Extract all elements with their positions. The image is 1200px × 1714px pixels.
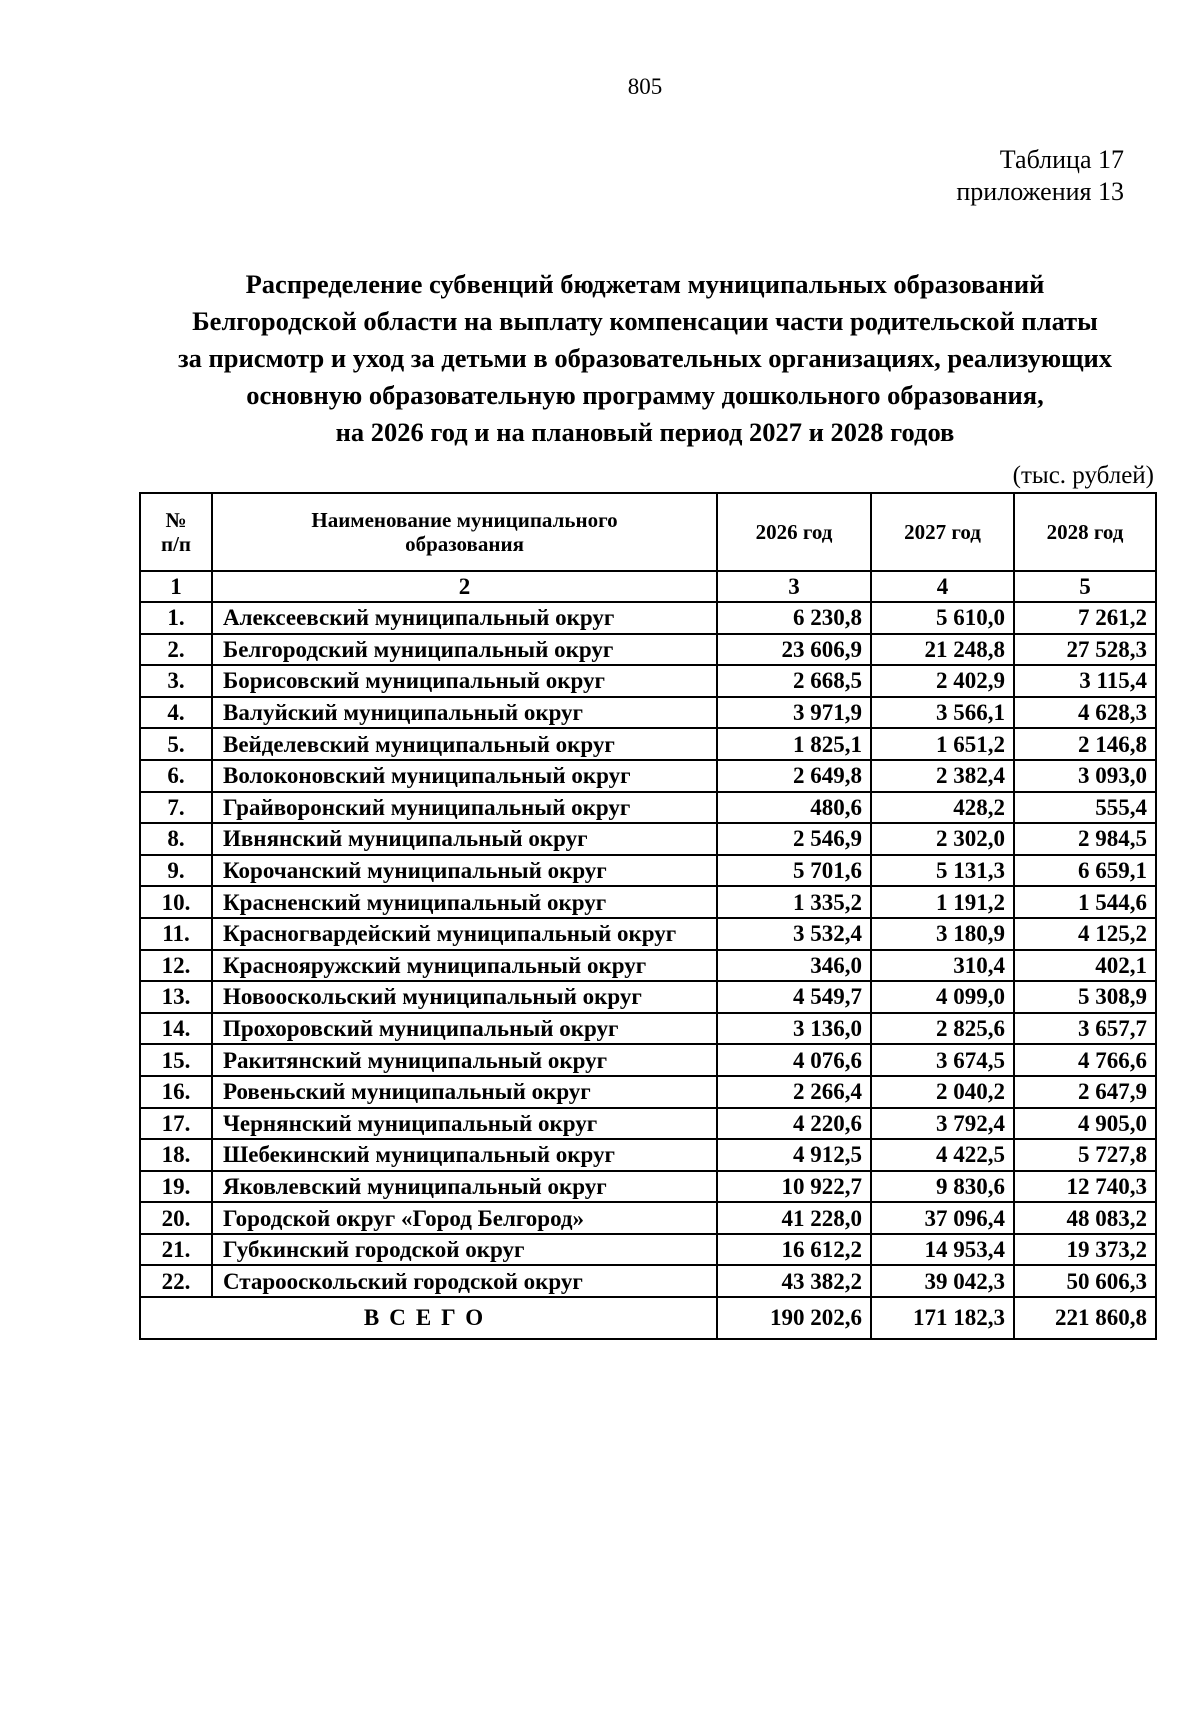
municipality-name: Краснояружский муниципальный округ bbox=[212, 950, 717, 982]
header-number-line2: п/п bbox=[160, 532, 192, 556]
header-name bbox=[212, 493, 717, 571]
title-line1: Распределение субвенций бюджетам муниципальных образований bbox=[245, 269, 1045, 299]
title-line2: Белгородской области на выплату компенсации части родительской платы bbox=[192, 306, 1098, 336]
value-2027: 428,2 bbox=[871, 792, 1014, 824]
municipality-name: Новооскольский муниципальный округ bbox=[212, 981, 717, 1013]
value-2026: 6 230,8 bbox=[717, 602, 871, 634]
value-2027: 3 674,5 bbox=[871, 1044, 1014, 1076]
value-2028: 1 544,6 bbox=[1014, 886, 1156, 918]
value-2026: 346,0 bbox=[717, 950, 871, 982]
value-2026: 4 220,6 bbox=[717, 1108, 871, 1140]
value-2027: 21 248,8 bbox=[871, 634, 1014, 666]
header-2027: 2027 год bbox=[871, 493, 1014, 571]
row-number: 16. bbox=[140, 1076, 212, 1108]
total-2026: 190 202,6 bbox=[717, 1297, 871, 1339]
value-2028: 5 727,8 bbox=[1014, 1139, 1156, 1171]
value-2026: 41 228,0 bbox=[717, 1202, 871, 1234]
row-number: 3. bbox=[140, 665, 212, 697]
municipality-name: Ракитянский муниципальный округ bbox=[212, 1044, 717, 1076]
value-2028: 2 146,8 bbox=[1014, 728, 1156, 760]
title-line4: основную образовательную программу дошкольного образования, bbox=[246, 380, 1044, 410]
value-2028: 6 659,1 bbox=[1014, 855, 1156, 887]
row-number: 4. bbox=[140, 697, 212, 729]
municipality-name: Красненский муниципальный округ bbox=[212, 886, 717, 918]
table-row bbox=[140, 665, 1156, 697]
value-2027: 5 131,3 bbox=[871, 855, 1014, 887]
table-row bbox=[140, 981, 1156, 1013]
municipality-name: Грайворонский муниципальный округ bbox=[212, 792, 717, 824]
value-2027: 3 180,9 bbox=[871, 918, 1014, 950]
value-2027: 1 651,2 bbox=[871, 728, 1014, 760]
value-2028: 3 093,0 bbox=[1014, 760, 1156, 792]
total-row bbox=[140, 1297, 1156, 1339]
row-number: 14. bbox=[140, 1013, 212, 1045]
value-2027: 2 825,6 bbox=[871, 1013, 1014, 1045]
value-2028: 48 083,2 bbox=[1014, 1202, 1156, 1234]
value-2026: 1 335,2 bbox=[717, 886, 871, 918]
row-number: 15. bbox=[140, 1044, 212, 1076]
municipality-name: Ивнянский муниципальный округ bbox=[212, 823, 717, 855]
total-2027: 171 182,3 bbox=[871, 1297, 1014, 1339]
row-number: 11. bbox=[140, 918, 212, 950]
value-2026: 43 382,2 bbox=[717, 1265, 871, 1297]
value-2026: 23 606,9 bbox=[717, 634, 871, 666]
table-reference bbox=[956, 144, 1124, 208]
value-2027: 2 040,2 bbox=[871, 1076, 1014, 1108]
value-2028: 4 905,0 bbox=[1014, 1108, 1156, 1140]
table-row bbox=[140, 792, 1156, 824]
value-2026: 4 076,6 bbox=[717, 1044, 871, 1076]
table-row bbox=[140, 823, 1156, 855]
value-2028: 4 766,6 bbox=[1014, 1044, 1156, 1076]
column-number: 1 bbox=[140, 571, 212, 602]
title-line3: за присмотр и уход за детьми в образовательных организациях, реализующих bbox=[178, 343, 1112, 373]
value-2026: 3 532,4 bbox=[717, 918, 871, 950]
municipality-name: Шебекинский муниципальный округ bbox=[212, 1139, 717, 1171]
column-number: 2 bbox=[212, 571, 717, 602]
header-name-line1: Наименование муниципального bbox=[311, 508, 618, 532]
row-number: 1. bbox=[140, 602, 212, 634]
header-name-line2: образования bbox=[405, 532, 524, 556]
value-2028: 3 657,7 bbox=[1014, 1013, 1156, 1045]
value-2026: 16 612,2 bbox=[717, 1234, 871, 1266]
value-2028: 12 740,3 bbox=[1014, 1171, 1156, 1203]
header-number bbox=[140, 493, 212, 571]
value-2028: 7 261,2 bbox=[1014, 602, 1156, 634]
value-2028: 2 647,9 bbox=[1014, 1076, 1156, 1108]
table-row bbox=[140, 855, 1156, 887]
value-2026: 4 912,5 bbox=[717, 1139, 871, 1171]
table-row bbox=[140, 1076, 1156, 1108]
row-number: 21. bbox=[140, 1234, 212, 1266]
table-row bbox=[140, 1265, 1156, 1297]
distribution-table-wrapper bbox=[139, 492, 1155, 1340]
municipality-name: Борисовский муниципальный округ bbox=[212, 665, 717, 697]
table-header-row bbox=[140, 493, 1156, 571]
table-body bbox=[140, 602, 1156, 1297]
total-label: ВСЕГО bbox=[140, 1297, 717, 1339]
row-number: 20. bbox=[140, 1202, 212, 1234]
value-2028: 4 628,3 bbox=[1014, 697, 1156, 729]
value-2026: 2 668,5 bbox=[717, 665, 871, 697]
municipality-name: Волоконовский муниципальный округ bbox=[212, 760, 717, 792]
value-2026: 10 922,7 bbox=[717, 1171, 871, 1203]
table-row bbox=[140, 950, 1156, 982]
table-row bbox=[140, 697, 1156, 729]
row-number: 12. bbox=[140, 950, 212, 982]
row-number: 19. bbox=[140, 1171, 212, 1203]
municipality-name: Яковлевский муниципальный округ bbox=[212, 1171, 717, 1203]
value-2027: 4 422,5 bbox=[871, 1139, 1014, 1171]
column-number: 5 bbox=[1014, 571, 1156, 602]
title-line5: на 2026 год и на плановый период 2027 и 2028 годов bbox=[335, 417, 955, 447]
value-2027: 2 402,9 bbox=[871, 665, 1014, 697]
document-title bbox=[100, 266, 1190, 451]
value-2027: 3 792,4 bbox=[871, 1108, 1014, 1140]
table-reference-line1: Таблица 17 bbox=[999, 145, 1124, 174]
value-2028: 4 125,2 bbox=[1014, 918, 1156, 950]
header-number-line1: № bbox=[165, 508, 187, 532]
municipality-name: Городской округ «Город Белгород» bbox=[212, 1202, 717, 1234]
municipality-name: Прохоровский муниципальный округ bbox=[212, 1013, 717, 1045]
value-2028: 3 115,4 bbox=[1014, 665, 1156, 697]
value-2028: 27 528,3 bbox=[1014, 634, 1156, 666]
table-row bbox=[140, 1234, 1156, 1266]
header-2026: 2026 год bbox=[717, 493, 871, 571]
value-2026: 480,6 bbox=[717, 792, 871, 824]
row-number: 10. bbox=[140, 886, 212, 918]
value-2027: 310,4 bbox=[871, 950, 1014, 982]
municipality-name: Вейделевский муниципальный округ bbox=[212, 728, 717, 760]
municipality-name: Белгородский муниципальный округ bbox=[212, 634, 717, 666]
row-number: 9. bbox=[140, 855, 212, 887]
row-number: 2. bbox=[140, 634, 212, 666]
row-number: 5. bbox=[140, 728, 212, 760]
total-2028: 221 860,8 bbox=[1014, 1297, 1156, 1339]
table-row bbox=[140, 634, 1156, 666]
value-2027: 37 096,4 bbox=[871, 1202, 1014, 1234]
row-number: 18. bbox=[140, 1139, 212, 1171]
value-2027: 1 191,2 bbox=[871, 886, 1014, 918]
value-2028: 402,1 bbox=[1014, 950, 1156, 982]
table-row bbox=[140, 918, 1156, 950]
column-number-row bbox=[140, 571, 1156, 602]
table-row bbox=[140, 886, 1156, 918]
units-label: (тыс. рублей) bbox=[1012, 462, 1154, 489]
table-row bbox=[140, 1013, 1156, 1045]
municipality-name: Валуйский муниципальный округ bbox=[212, 697, 717, 729]
value-2028: 5 308,9 bbox=[1014, 981, 1156, 1013]
value-2026: 3 136,0 bbox=[717, 1013, 871, 1045]
value-2027: 3 566,1 bbox=[871, 697, 1014, 729]
row-number: 17. bbox=[140, 1108, 212, 1140]
table-row bbox=[140, 1139, 1156, 1171]
value-2027: 2 382,4 bbox=[871, 760, 1014, 792]
value-2027: 39 042,3 bbox=[871, 1265, 1014, 1297]
table-row bbox=[140, 760, 1156, 792]
value-2027: 9 830,6 bbox=[871, 1171, 1014, 1203]
municipality-name: Красногвардейский муниципальный округ bbox=[212, 918, 717, 950]
value-2026: 5 701,6 bbox=[717, 855, 871, 887]
row-number: 13. bbox=[140, 981, 212, 1013]
value-2028: 555,4 bbox=[1014, 792, 1156, 824]
value-2026: 3 971,9 bbox=[717, 697, 871, 729]
table-row bbox=[140, 728, 1156, 760]
value-2028: 2 984,5 bbox=[1014, 823, 1156, 855]
column-number: 4 bbox=[871, 571, 1014, 602]
value-2026: 2 649,8 bbox=[717, 760, 871, 792]
value-2028: 50 606,3 bbox=[1014, 1265, 1156, 1297]
value-2026: 2 266,4 bbox=[717, 1076, 871, 1108]
row-number: 7. bbox=[140, 792, 212, 824]
municipality-name: Корочанский муниципальный округ bbox=[212, 855, 717, 887]
municipality-name: Губкинский городской округ bbox=[212, 1234, 717, 1266]
page-number: 805 bbox=[627, 74, 663, 99]
value-2026: 2 546,9 bbox=[717, 823, 871, 855]
value-2028: 19 373,2 bbox=[1014, 1234, 1156, 1266]
value-2027: 2 302,0 bbox=[871, 823, 1014, 855]
value-2027: 4 099,0 bbox=[871, 981, 1014, 1013]
table-row bbox=[140, 1108, 1156, 1140]
table-reference-line2: приложения 13 bbox=[956, 177, 1124, 206]
row-number: 8. bbox=[140, 823, 212, 855]
municipality-name: Старооскольский городской округ bbox=[212, 1265, 717, 1297]
value-2027: 5 610,0 bbox=[871, 602, 1014, 634]
value-2026: 4 549,7 bbox=[717, 981, 871, 1013]
distribution-table bbox=[139, 492, 1157, 1340]
table-row bbox=[140, 1171, 1156, 1203]
municipality-name: Ровеньский муниципальный округ bbox=[212, 1076, 717, 1108]
value-2027: 14 953,4 bbox=[871, 1234, 1014, 1266]
table-row bbox=[140, 1044, 1156, 1076]
municipality-name: Чернянский муниципальный округ bbox=[212, 1108, 717, 1140]
header-2028: 2028 год bbox=[1014, 493, 1156, 571]
value-2026: 1 825,1 bbox=[717, 728, 871, 760]
row-number: 22. bbox=[140, 1265, 212, 1297]
table-row bbox=[140, 602, 1156, 634]
column-number: 3 bbox=[717, 571, 871, 602]
municipality-name: Алексеевский муниципальный округ bbox=[212, 602, 717, 634]
row-number: 6. bbox=[140, 760, 212, 792]
table-row bbox=[140, 1202, 1156, 1234]
